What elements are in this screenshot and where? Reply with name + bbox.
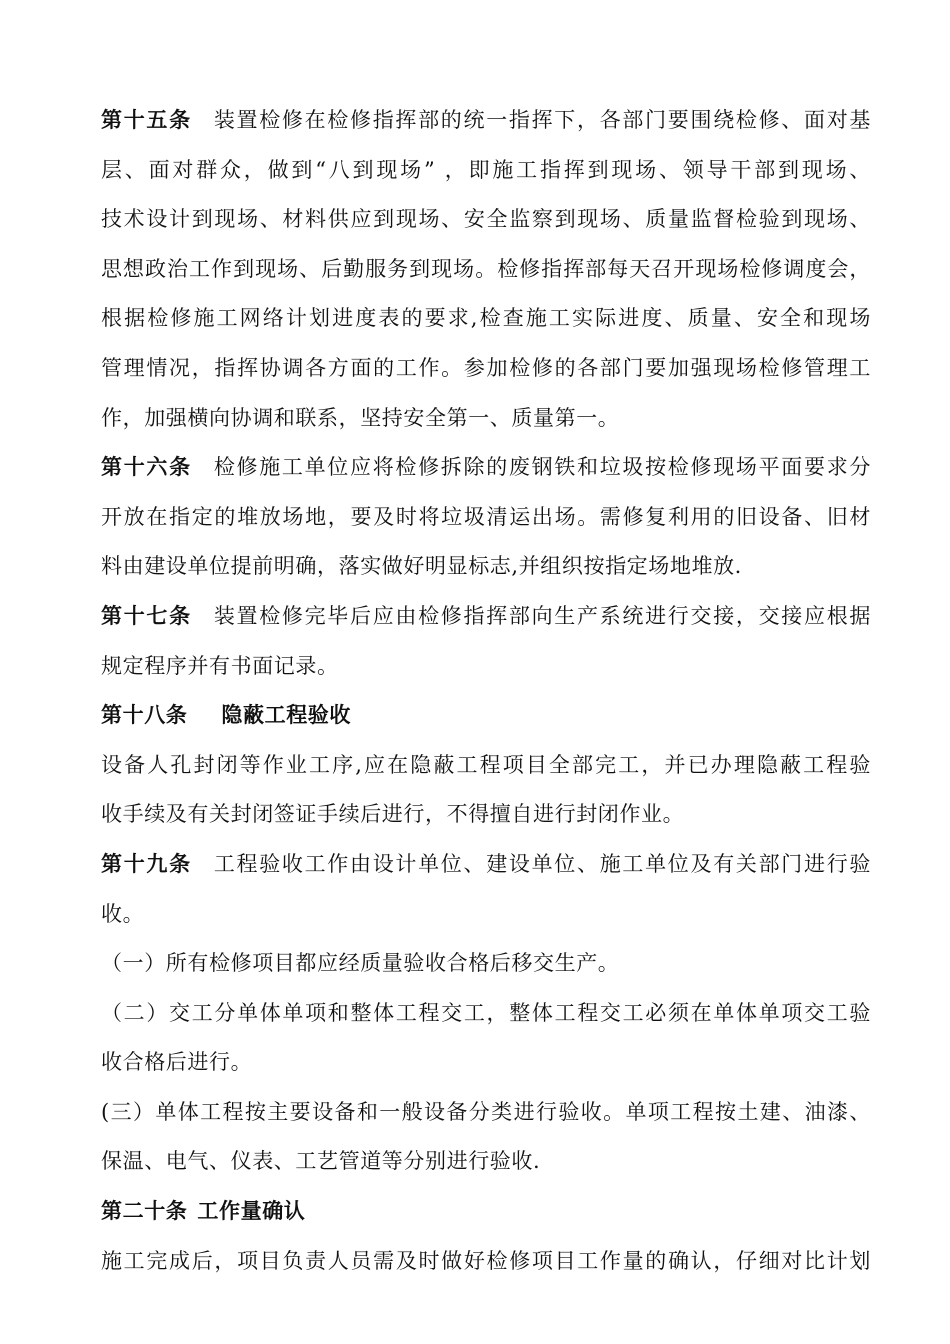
- article-18-title: 隐蔽工程验收: [221, 703, 352, 728]
- article-16-line-3: 料由建设单位提前明确，落实做好明显标志,并组织按指定场地堆放.: [101, 554, 742, 579]
- article-19-label: 第十九条: [101, 851, 192, 876]
- article-19-item-3-line-2: 保温、电气、仪表、工艺管道等分别进行验收.: [101, 1149, 541, 1174]
- article-16-line-1: 第十六条 检修施工单位应将检修拆除的废钢铁和垃圾按检修现场平面要求分: [101, 455, 871, 480]
- article-19-item-3-line-1: (三）单体工程按主要设备和一般设备分类进行验收。单项工程按土建、油漆、: [101, 1099, 871, 1124]
- article-15-line-6: 管理情况，指挥协调各方面的工作。参加检修的各部门要加强现场检修管理工: [101, 355, 871, 380]
- article-18-heading: [101, 691, 871, 741]
- article-15-label: 第十五条: [101, 108, 192, 132]
- article-18-line-2: 收手续及有关封闭签证手续后进行，不得擅自进行封闭作业。: [101, 802, 685, 827]
- article-20-title: 工作量确认: [197, 1199, 306, 1224]
- article-18-line-1: 设备人孔封闭等作业工序,应在隐蔽工程项目全部完工，并已办理隐蔽工程验: [101, 752, 871, 777]
- article-15-line-2: 层、面对群众，做到“八到现场” ，即施工指挥到现场、领导干部到现场、: [101, 157, 871, 182]
- article-15-line-4: 思想政治工作到现场、后勤服务到现场。检修指挥部每天召开现场检修调度会，: [101, 256, 871, 281]
- article-19-line-1: 第十九条 工程验收工作由设计单位、建设单位、施工单位及有关部门进行验: [101, 851, 871, 876]
- article-19-item-2-line-2: 收合格后进行。: [101, 1050, 253, 1075]
- document-page: [101, 96, 871, 1286]
- article-15-line-5: 根据检修施工网络计划进度表的要求,检查施工实际进度、质量、安全和现场: [101, 306, 871, 331]
- article-15-line-3: 技术设计到现场、材料供应到现场、安全监察到现场、质量监督检验到现场、: [101, 207, 871, 232]
- article-20-label: 第二十条: [101, 1199, 188, 1224]
- article-17-line-2: 规定程序并有书面记录。: [101, 653, 339, 678]
- article-19-line-2: 收。: [101, 901, 145, 926]
- article-20-line-1: 施工完成后，项目负责人员需及时做好检修项目工作量的确认，仔细对比计划: [101, 1248, 871, 1273]
- article-16-line-2: 开放在指定的堆放场地，要及时将垃圾清运出场。需修复利用的旧设备、旧材: [101, 504, 871, 529]
- article-18-label: 第十八条: [101, 703, 188, 728]
- article-19-item-2-line-1: （二）交工分单体单项和整体工程交工，整体工程交工必须在单体单项交工验: [101, 1000, 871, 1025]
- article-20-heading: [101, 1187, 871, 1237]
- article-15-line-7: 作，加强横向协调和联系，坚持安全第一、质量第一。: [101, 405, 620, 430]
- article-17-line-1: 第十七条 装置检修完毕后应由检修指挥部向生产系统进行交接，交接应根据: [101, 603, 871, 628]
- article-16-label: 第十六条: [101, 455, 192, 480]
- article-19-item-1: （一）所有检修项目都应经质量验收合格后移交生产。: [101, 951, 620, 976]
- article-15-line-1: 第十五条 装置检修在检修指挥部的统一指挥下，各部门要围绕检修、面对基: [101, 108, 871, 132]
- article-17-label: 第十七条: [101, 603, 192, 628]
